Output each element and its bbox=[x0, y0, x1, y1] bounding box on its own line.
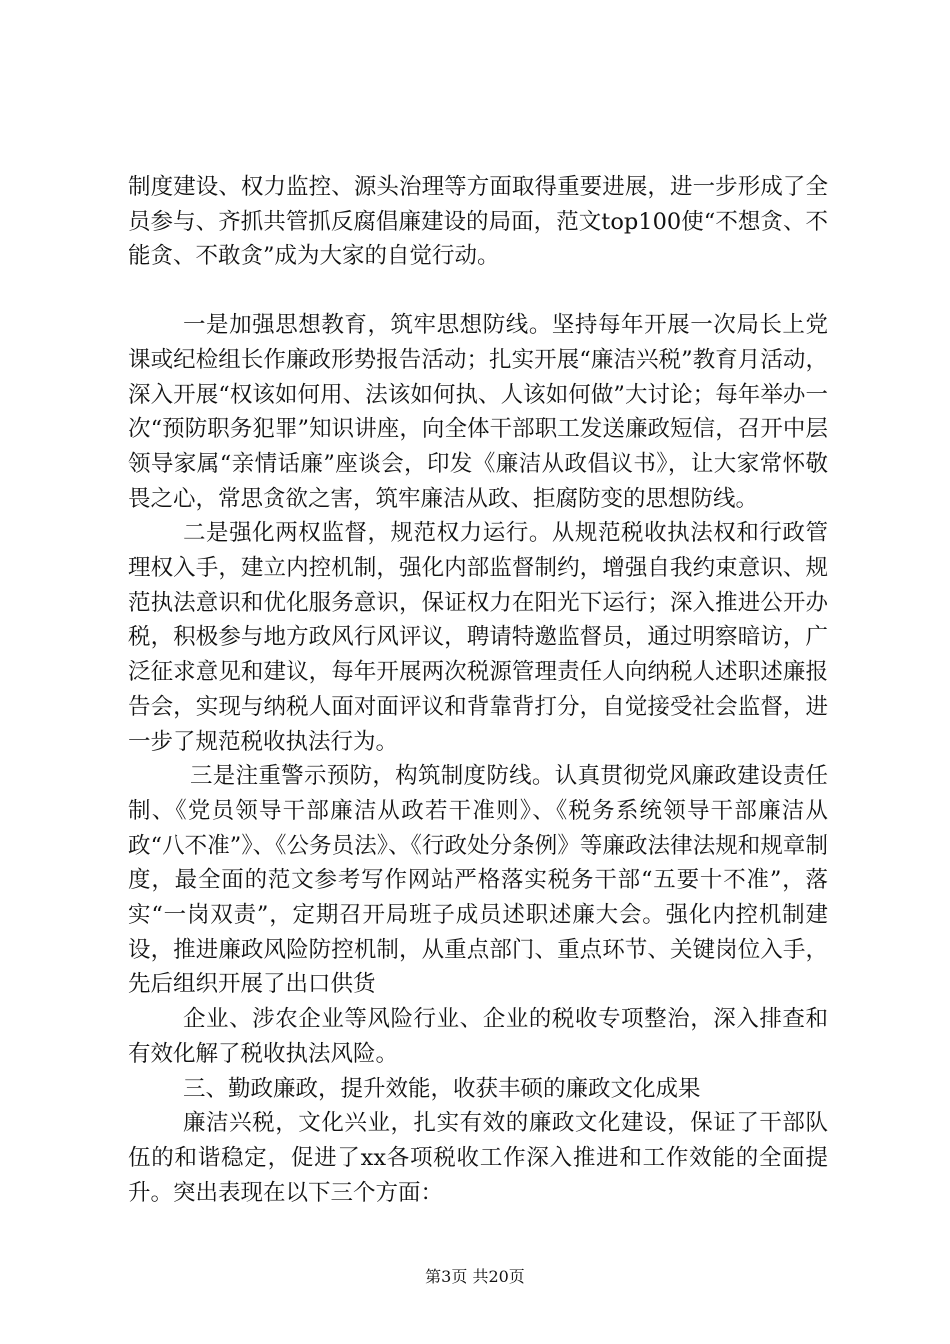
paragraph-point-one: 一是加强思想教育，筑牢思想防线。坚持每年开展一次局长上党课或纪检组长作廉政形势报告活动；扎实开展“廉洁兴税”教育月活动，深入开展“权该如何用、法该如何执、人该如何做”大讨论；每年举办一次“预防职务犯罪”知识讲座，向全体干部职工发送廉政短信，召开中层领导家属“亲情话廉”座谈会，印发《廉洁从政倡议书》，让大家常怀敬畏之心，常思贪欲之害，筑牢廉洁从政、拒腐防变的思想防线。 bbox=[128, 312, 828, 512]
page-footer: 第3页 共20页 bbox=[425, 1267, 525, 1286]
paragraph-intro: 制度建设、权力监控、源头治理等方面取得重要进展，进一步形成了全员参与、齐抓共管抓反腐倡廉建设的局面，范文top100使“不想贪、不能贪、不敢贪”成为大家的自觉行动。 bbox=[128, 174, 828, 270]
paragraph-point-three: 三是注重警示预防，构筑制度防线。认真贯彻党风廉政建设责任制、《党员领导干部廉洁从政若干准则》、《税务系统领导干部廉洁从政“八不准”》、《公务员法》、《行政处分条例》等廉政法律法规和规章制度，最全面的范文参考写作网站严格落实税务干部“五要十不准”，落实“一岗双责”，定期召开局班子成员述职述廉大会。强化内控机制建设，推进廉政风险防控机制，从重点部门、重点环节、关键岗位入手，先后组织开展了出口供货 bbox=[128, 763, 828, 998]
paragraph-section-three: 廉洁兴税，文化兴业，扎实有效的廉政文化建设，保证了干部队伍的和谐稳定，促进了xx各项税收工作深入推进和工作效能的全面提升。突出表现在以下三个方面： bbox=[128, 1110, 828, 1206]
paragraph-point-two: 二是强化两权监督，规范权力运行。从规范税收执法权和行政管理权入手，建立内控机制，强化内部监督制约，增强自我约束意识、规范执法意识和优化服务意识，保证权力在阳光下运行；深入推进公开办税，积极参与地方政风行风评议，聘请特邀监督员，通过明察暗访，广泛征求意见和建议，每年开展两次税源管理责任人向纳税人述职述廉报告会，实现与纳税人面对面评议和背靠背打分，自觉接受社会监督，进一步了规范税收执法行为。 bbox=[128, 520, 828, 755]
body-text bbox=[128, 170, 828, 1210]
section-heading: 三、勤政廉政，提升效能，收获丰硕的廉政文化成果 bbox=[183, 1075, 701, 1102]
paragraph-continuation: 企业、涉农企业等风险行业、企业的税收专项整治，深入排查和有效化解了税收执法风险。 bbox=[128, 1006, 828, 1067]
